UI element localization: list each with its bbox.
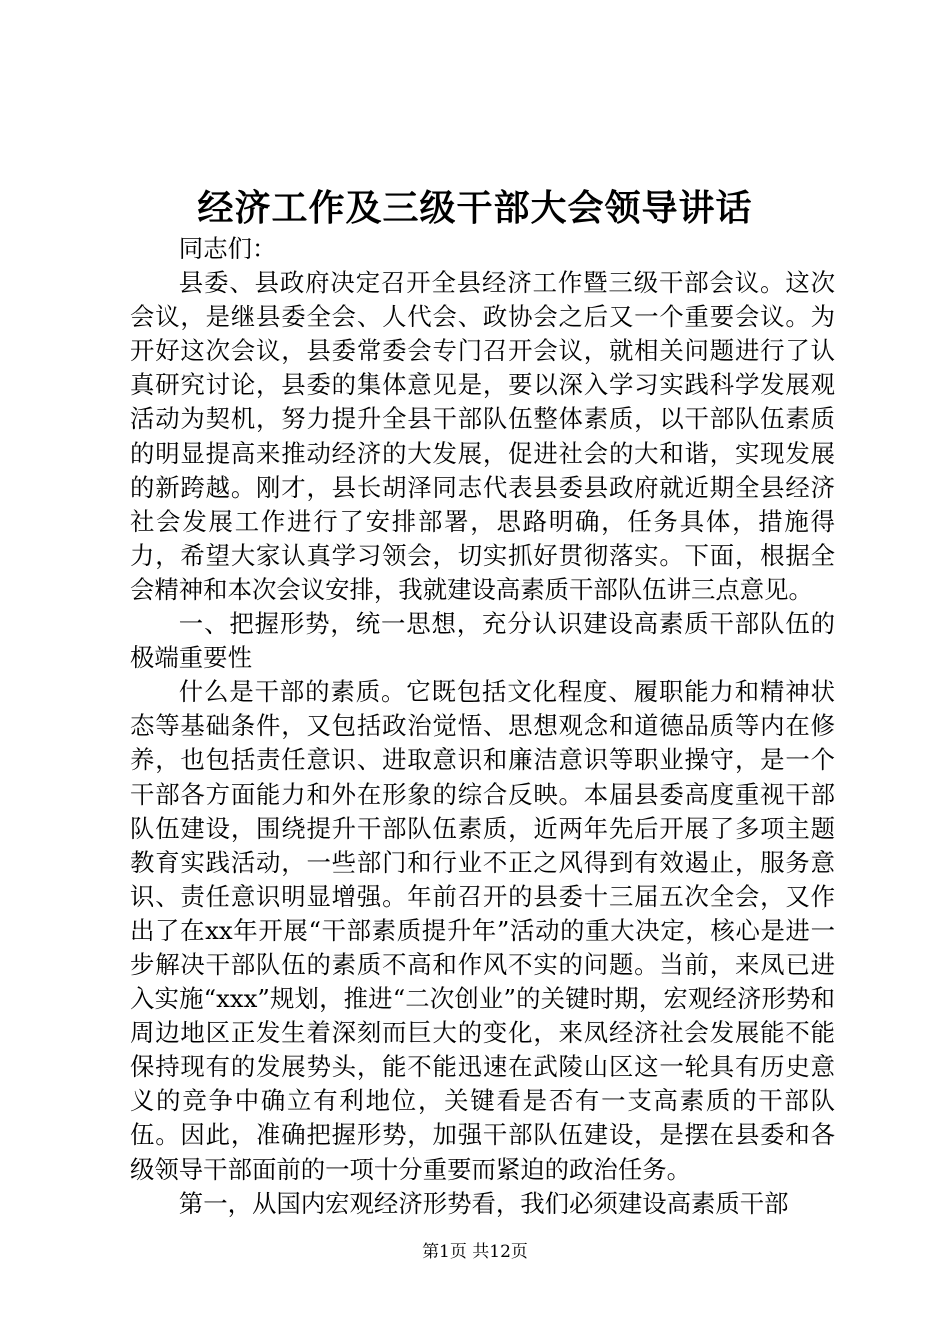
document-title: 经济工作及三级干部大会领导讲话 bbox=[197, 187, 753, 229]
paragraph-first-point: 第一，从国内宏观经济形势看，我们必须建设高素质干部 bbox=[178, 1188, 789, 1218]
paragraph-cadre-quality: 什么是干部的素质。它既包括文化程度、履职能力和精神状态等基础条件，又包括政治觉悟、思想观念和道德品质等内在修养，也包括责任意识、进取意识和廉洁意识等职业操守，是一个干部各方面能力和外在形象的综合反映。本届县委高度重视干部队伍建设，围绕提升干部队伍素质，近两年先后开展了多项主题教育实践活动，一些部门和行业不正之风得到有效遏止，服务意识、责任意识明显增强。年前召开的县委十三届五次全会，又作出了在xx年开展“干部素质提升年”活动的重大决定，核心是进一步解决干部队伍的素质不高和作风不实的问题。当前，来凤已进入实施“xxx”规划，推进“二次创业”的关键时期，宏观经济形势和周边地区正发生着深刻而巨大的变化，来凤经济社会发展能不能保持现有的发展势头，能不能迅速在武陵山区这一轮具有历史意义的竞争中确立有利地位，关键看是否有一支高素质的干部队伍。因此，准确把握形势，加强干部队伍建设，是摆在县委和各级领导干部面前的一项十分重要而紧迫的政治任务。 bbox=[130, 677, 835, 1184]
paragraph-intro: 县委、县政府决定召开全县经济工作暨三级干部会议。这次会议，是继县委全会、人代会、政协会之后又一个重要会议。为开好这次会议，县委常委会专门召开会议，就相关问题进行了认真研究讨论，县委的集体意见是，要以深入学习实践科学发展观活动为契机，努力提升全县干部队伍整体素质，以干部队伍素质的明显提高来推动经济的大发展，促进社会的大和谐，实现发展的新跨越。刚才，县长胡泽同志代表县委县政府就近期全县经济社会发展工作进行了安排部署，思路明确，任务具体，措施得力，希望大家认真学习领会，切实抓好贯彻落实。下面，根据全会精神和本次会议安排，我就建设高素质干部队伍讲三点意见。 bbox=[130, 268, 835, 604]
paragraph-salutation: 同志们： bbox=[178, 234, 277, 263]
paragraph-section-heading-1: 一、把握形势，统一思想，充分认识建设高素质干部队伍的极端重要性 bbox=[130, 609, 835, 673]
document-body bbox=[130, 232, 835, 1221]
page-number-footer: 第1页 共12页 bbox=[422, 1242, 528, 1262]
